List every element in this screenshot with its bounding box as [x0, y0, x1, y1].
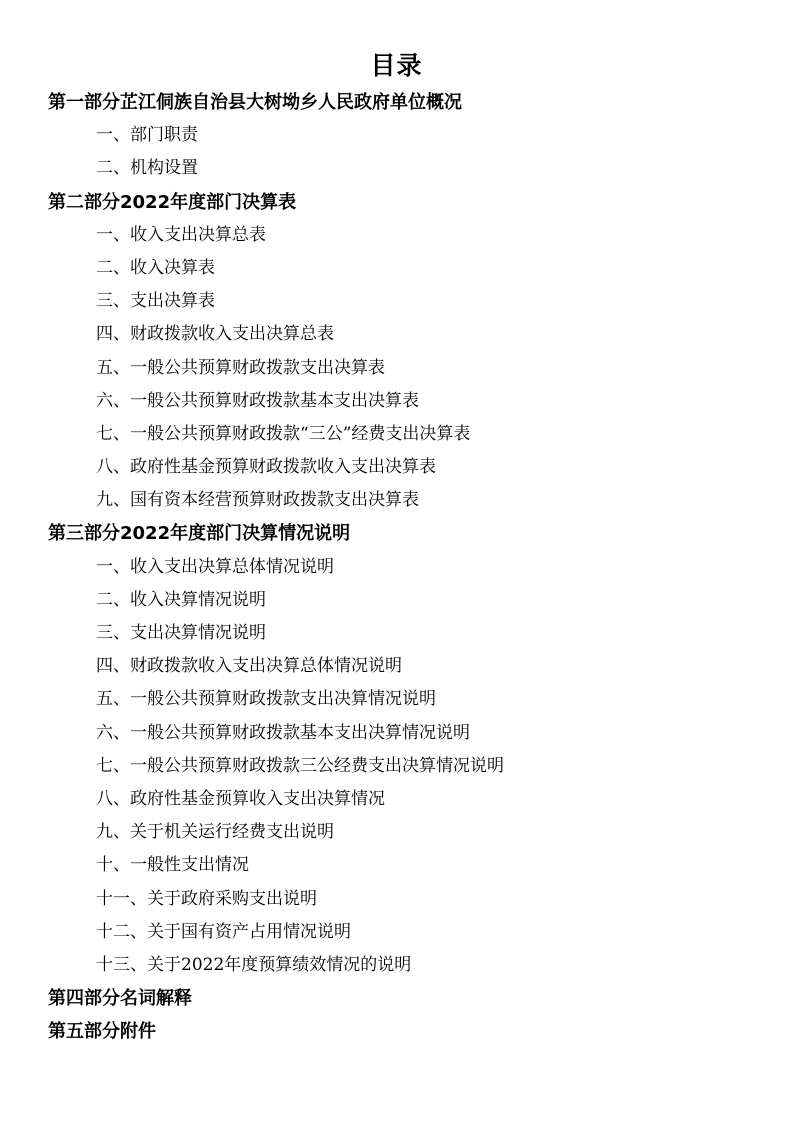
toc-item[interactable]: 二、收入决算表: [96, 257, 215, 278]
toc-item[interactable]: 十三、关于2022年度预算绩效情况的说明: [96, 954, 412, 975]
toc-item[interactable]: 八、政府性基金预算财政拨款收入支出决算表: [96, 457, 436, 478]
toc-item[interactable]: 十、一般性支出情况: [96, 855, 249, 876]
toc-item[interactable]: 七、一般公共预算财政拨款“三公”经费支出决算表: [96, 423, 471, 444]
toc-item[interactable]: 六、一般公共预算财政拨款基本支出决算表: [96, 390, 419, 411]
toc-item[interactable]: 五、一般公共预算财政拨款支出决算表: [96, 357, 385, 378]
toc-item[interactable]: 七、一般公共预算财政拨款三公经费支出决算情况说明: [96, 755, 504, 776]
toc-part-heading[interactable]: 第四部分名词解释: [48, 988, 192, 1010]
toc-item[interactable]: 二、收入决算情况说明: [96, 589, 266, 610]
toc-item[interactable]: 十一、关于政府采购支出说明: [96, 888, 317, 909]
toc-item[interactable]: 四、财政拨款收入支出决算总体情况说明: [96, 656, 402, 677]
toc-item[interactable]: 三、支出决算情况说明: [96, 623, 266, 643]
toc-item[interactable]: 九、关于机关运行经费支出说明: [96, 822, 334, 843]
toc-item[interactable]: 八、政府性基金预算收入支出决算情况: [96, 788, 385, 809]
toc-item[interactable]: 六、一般公共预算财政拨款基本支出决算情况说明: [96, 722, 470, 743]
toc-item[interactable]: 九、国有资本经营预算财政拨款支出决算表: [96, 490, 419, 511]
toc-title: 目录: [370, 51, 423, 80]
toc-part-heading[interactable]: 第二部分2022年度部门决算表: [48, 191, 297, 213]
toc-part-heading[interactable]: 第五部分附件: [48, 1021, 156, 1043]
toc-part-heading[interactable]: 第一部分芷江侗族自治县大树坳乡人民政府单位概况: [48, 92, 462, 113]
table-of-contents: [48, 86, 768, 1048]
toc-item[interactable]: 二、机构设置: [96, 158, 198, 179]
toc-part-heading[interactable]: 第三部分2022年度部门决算情况说明: [48, 523, 351, 545]
toc-item[interactable]: 三、支出决算表: [96, 291, 215, 312]
toc-item[interactable]: 一、收入支出决算总表: [96, 224, 266, 245]
toc-item[interactable]: 四、财政拨款收入支出决算总表: [96, 324, 334, 345]
toc-item[interactable]: 一、部门职责: [96, 125, 198, 146]
toc-item[interactable]: 五、一般公共预算财政拨款支出决算情况说明: [96, 689, 436, 710]
toc-item[interactable]: 十二、关于国有资产占用情况说明: [96, 921, 351, 942]
toc-item[interactable]: 一、收入支出决算总体情况说明: [96, 556, 334, 577]
